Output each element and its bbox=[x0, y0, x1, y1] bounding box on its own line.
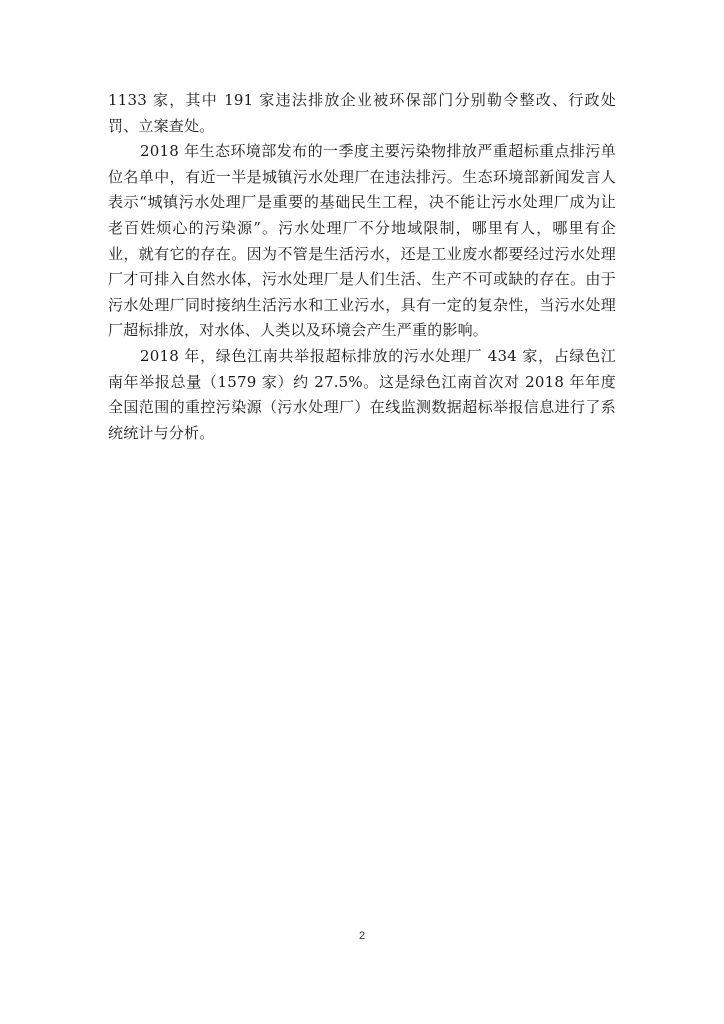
page-number: 2 bbox=[358, 930, 366, 942]
paragraph-continuation: 1133 家，其中 191 家违法排放企业被环保部门分别勒令整改、行政处罚、立案查处。 bbox=[108, 91, 616, 135]
paragraph-report-statistics: 2018 年，绿色江南共举报超标排放的污水处理厂 434 家，占绿色江南年举报总量（1579 家）约 27.5%。这是绿色江南首次对 2018 年年度全国范围的重控污染源（污水处理厂）在线监测数据超标举报信息进行了系统统计与分析。 bbox=[108, 346, 616, 442]
body-text bbox=[108, 88, 616, 446]
paragraph-wastewater-plants: 2018 年生态环境部发布的一季度主要污染物排放严重超标重点排污单位名单中，有近一半是城镇污水处理厂在违法排污。生态环境部新闻发言人表示“城镇污水处理厂是重要的基础民生工程，决不能让污水处理厂成为让老百姓烦心的污染源”。污水处理厂不分地域限制，哪里有人，哪里有企业，就有它的存在。因为不管是生活污水，还是工业废水都要经过污水处理厂才可排入自然水体，污水处理厂是人们生活、生产不可或缺的存在。由于污水处理厂同时接纳生活污水和工业污水，具有一定的复杂性，当污水处理厂超标排放，对水体、人类以及环境会产生严重的影响。 bbox=[108, 142, 616, 340]
